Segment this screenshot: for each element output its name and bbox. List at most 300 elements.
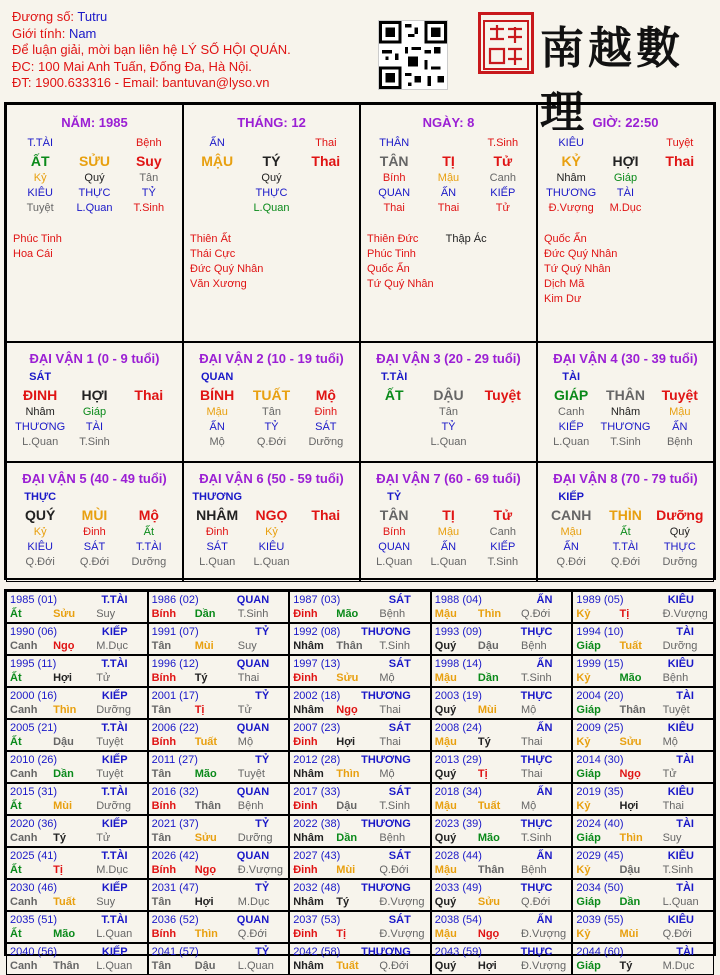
daivan-row-hidden xyxy=(190,525,353,540)
year-label: 2002 (18) xyxy=(293,690,341,702)
year-god: T.TÀI xyxy=(101,658,128,670)
daivan-row-main-cell: GIÁP xyxy=(554,387,589,403)
year-branch: Ngọ xyxy=(336,704,358,716)
year-line-1 xyxy=(293,593,427,607)
year-god: QUAN xyxy=(236,722,270,734)
pillar-row-god-cell: Bệnh xyxy=(135,137,162,149)
daivan-row-hidden-cell: Mậu xyxy=(206,406,228,418)
year-branch: Dần xyxy=(53,768,74,780)
year-stem: Tân xyxy=(151,896,172,908)
year-cell[interactable] xyxy=(572,655,714,687)
year-stem: Quý xyxy=(434,640,457,652)
year-line-1 xyxy=(152,721,286,735)
year-state: Tử xyxy=(662,768,677,780)
pillar-row-hidden-cell: Mậu xyxy=(437,172,460,184)
header xyxy=(12,9,291,92)
daivan-cell[interactable] xyxy=(537,342,714,462)
daivan-cell[interactable] xyxy=(183,462,360,582)
year-label: 2000 (16) xyxy=(10,690,58,702)
pillar-row-hidden-god-cell: THƯƠNG xyxy=(546,187,597,199)
pillar-row-state-cell: Tử xyxy=(495,202,510,214)
gender-label: Giới tính: xyxy=(12,25,69,41)
year-cell[interactable] xyxy=(572,911,714,943)
year-cell[interactable] xyxy=(289,847,431,879)
daivan-row-hidden-god-cell: KIÊU xyxy=(27,541,53,553)
year-cell[interactable] xyxy=(289,815,431,847)
year-state: Dưỡng xyxy=(96,800,131,812)
year-god: TỶ xyxy=(255,946,270,958)
daivan-row-state-cell: Q.Đới xyxy=(256,436,287,448)
daivan-god-cell xyxy=(299,490,353,505)
daivan-row-state-cell: T.Sinh xyxy=(610,436,641,448)
daivan-row-state-cell xyxy=(122,435,176,450)
year-branch: Tị xyxy=(194,704,205,716)
year-line-1 xyxy=(435,913,569,927)
year-label: 2033 (49) xyxy=(434,882,482,894)
daivan-god-cell xyxy=(598,370,652,385)
year-line-2 xyxy=(152,671,286,685)
year-line-1 xyxy=(293,721,427,735)
daivan-row-state-cell: L.Quan xyxy=(199,556,236,568)
red-seal xyxy=(478,12,534,74)
qr-code[interactable] xyxy=(378,20,448,90)
year-line-1 xyxy=(576,657,710,671)
daivan-cell[interactable] xyxy=(6,342,183,462)
pillar-row-hidden-god-cell: KIÊU xyxy=(27,187,53,199)
year-line-2 xyxy=(435,959,569,973)
year-label: 1994 (10) xyxy=(576,626,624,638)
year-line-1 xyxy=(576,913,710,927)
year-cell[interactable] xyxy=(572,943,714,975)
year-god: THƯƠNG xyxy=(361,946,411,958)
year-line-1 xyxy=(293,753,427,767)
pillar-row-hidden-god xyxy=(544,186,707,201)
year-cell[interactable] xyxy=(6,719,148,751)
year-cell[interactable] xyxy=(431,943,573,975)
year-cell[interactable] xyxy=(148,623,290,655)
year-branch: Sửu xyxy=(194,832,217,844)
year-state: Dưỡng xyxy=(96,704,131,716)
daivan-row-main xyxy=(544,505,707,525)
year-god: THỰC xyxy=(520,818,553,830)
year-cell[interactable] xyxy=(431,591,573,623)
year-label: 2010 (26) xyxy=(10,754,58,766)
contact-line: Để luận giải, mời bạn liên hệ LÝ SỐ HỘI QUÁN. xyxy=(12,42,291,58)
year-god: TÀI xyxy=(676,882,694,894)
pillar-row-hidden-cell xyxy=(653,171,707,186)
daivan-row-state-cell: T.Sinh xyxy=(79,436,110,448)
year-branch: Tị xyxy=(336,928,347,940)
pillar-row-hidden xyxy=(367,171,530,186)
pillar-row-state-cell xyxy=(299,201,353,216)
year-line-2 xyxy=(435,735,569,749)
star-item: Đức Quý Nhân xyxy=(544,248,618,260)
daivan-god-cell: T.TÀI xyxy=(381,371,408,383)
year-line-2 xyxy=(576,799,710,813)
year-stem: Mậu xyxy=(434,608,457,620)
year-god: TỶ xyxy=(255,882,270,894)
year-god: KIÊU xyxy=(667,786,694,798)
year-cell[interactable] xyxy=(289,943,431,975)
year-line-2 xyxy=(435,927,569,941)
star-item: Dịch Mã xyxy=(544,278,585,290)
year-label: 2019 (35) xyxy=(576,786,624,798)
pillar-row-hidden-cell: Quý xyxy=(261,172,282,184)
year-line-1 xyxy=(435,945,569,959)
year-branch: Tuất xyxy=(336,960,359,972)
year-cell[interactable] xyxy=(148,847,290,879)
year-state: L.Quan xyxy=(237,960,274,972)
daivan-row-main-cell: Thai xyxy=(311,507,341,523)
year-line-2 xyxy=(293,863,427,877)
daivan-cell[interactable] xyxy=(183,342,360,462)
year-line-1 xyxy=(293,689,427,703)
year-state: Suy xyxy=(662,832,682,844)
year-stem: Ất xyxy=(10,928,22,940)
year-cell[interactable] xyxy=(6,687,148,719)
pillar-row-main xyxy=(367,151,530,171)
daivan-row-hidden-cell: Đinh xyxy=(83,526,106,538)
year-label: 2029 (45) xyxy=(576,850,624,862)
year-stem: Canh xyxy=(10,768,38,780)
pillar-row-hidden-cell: Bính xyxy=(382,172,406,184)
year-cell[interactable] xyxy=(431,815,573,847)
daivan-row-state xyxy=(13,555,176,570)
year-label: 2020 (36) xyxy=(10,818,58,830)
year-god: KIẾP xyxy=(101,626,128,638)
year-cell[interactable] xyxy=(6,911,148,943)
pillar-row-hidden-god-cell xyxy=(190,186,244,201)
year-cell[interactable] xyxy=(431,879,573,911)
daivan-row-state-cell xyxy=(367,435,421,450)
year-line-1 xyxy=(435,657,569,671)
daivan-title: ĐẠI VẬN 8 (70 - 79 tuổi) xyxy=(553,471,698,486)
star-item: Quốc Ấn xyxy=(544,233,587,245)
year-cell[interactable] xyxy=(148,911,290,943)
pillar-cell xyxy=(537,104,714,342)
year-stem: Nhâm xyxy=(293,960,324,972)
daivan-row-hidden-god-cell: KIÊU xyxy=(258,541,285,553)
year-state: Thai xyxy=(520,768,543,780)
year-god: ẤN xyxy=(536,722,553,734)
year-cell[interactable] xyxy=(431,687,573,719)
year-cell[interactable] xyxy=(289,783,431,815)
year-label: 1993 (09) xyxy=(434,626,482,638)
pillar-title: GIỜ: 22:50 xyxy=(592,115,659,130)
year-god: THƯƠNG xyxy=(361,882,411,894)
year-stem: Canh xyxy=(10,960,38,972)
year-branch: Mùi xyxy=(53,800,73,812)
year-cell[interactable] xyxy=(431,655,573,687)
year-stem: Bính xyxy=(151,608,177,620)
year-branch: Hợi xyxy=(477,960,497,972)
stars-list xyxy=(190,232,263,292)
year-cell[interactable] xyxy=(572,783,714,815)
year-branch: Dậu xyxy=(194,960,216,972)
pillar-row-state xyxy=(544,201,707,216)
daivan-god-cell xyxy=(122,370,176,385)
daivan-row-hidden-cell: Tân xyxy=(262,406,281,418)
daivan-cell[interactable] xyxy=(360,342,537,462)
year-cell[interactable] xyxy=(572,847,714,879)
year-god: KIẾP xyxy=(101,946,128,958)
year-line-2 xyxy=(10,767,144,781)
year-state: Mộ xyxy=(379,768,395,780)
year-label: 2008 (24) xyxy=(434,722,482,734)
year-stem: Ất xyxy=(10,736,22,748)
year-branch: Thân xyxy=(194,800,221,812)
year-state: T.Sinh xyxy=(662,864,694,876)
year-cell[interactable] xyxy=(6,783,148,815)
daivan-row-state-cell: L.Quan xyxy=(430,436,467,448)
year-stem: Giáp xyxy=(576,960,601,972)
year-cell[interactable] xyxy=(572,687,714,719)
year-stem: Mậu xyxy=(434,736,457,748)
year-cell[interactable] xyxy=(289,655,431,687)
daivan-row-main-cell: QUÝ xyxy=(24,507,56,523)
year-line-2 xyxy=(10,607,144,621)
pillar-row-god-cell: THÂN xyxy=(379,137,410,149)
year-cell[interactable] xyxy=(148,783,290,815)
daivan-cell[interactable] xyxy=(6,462,183,582)
year-cell[interactable] xyxy=(289,879,431,911)
year-line-2 xyxy=(435,607,569,621)
daivan-row-hidden-cell: Tân xyxy=(439,406,458,418)
year-state: Bệnh xyxy=(379,832,406,844)
year-state: Tử xyxy=(96,672,111,684)
year-cell[interactable] xyxy=(148,815,290,847)
year-cell[interactable] xyxy=(431,911,573,943)
year-cell[interactable] xyxy=(572,623,714,655)
year-state: Đ.Vượng xyxy=(520,928,567,940)
year-branch: Ngọ xyxy=(194,864,217,876)
daivan-row-hidden-cell: Canh xyxy=(489,526,516,538)
year-cell[interactable] xyxy=(148,719,290,751)
pillar-title: THÁNG: 12 xyxy=(237,115,306,130)
year-stem: Canh xyxy=(10,704,38,716)
year-cell[interactable] xyxy=(6,879,148,911)
year-cell[interactable] xyxy=(6,655,148,687)
year-state: Q.Đới xyxy=(237,928,267,940)
year-stem: Đinh xyxy=(293,608,318,620)
year-cell[interactable] xyxy=(289,751,431,783)
year-cell[interactable] xyxy=(431,751,573,783)
year-branch: Thân xyxy=(477,864,505,876)
year-branch: Thìn xyxy=(194,928,218,940)
daivan-row-hidden-cell: Ất xyxy=(620,526,631,538)
year-line-2 xyxy=(435,767,569,781)
pillar-row-hidden xyxy=(544,171,707,186)
daivan-row-hidden-cell: Đinh xyxy=(205,526,229,538)
year-stem: Ất xyxy=(10,672,22,684)
year-cell[interactable] xyxy=(6,623,148,655)
pillar-row-hidden-god-cell: THỰC xyxy=(255,187,288,199)
year-cell[interactable] xyxy=(148,943,290,975)
year-cell[interactable] xyxy=(572,751,714,783)
year-cell[interactable] xyxy=(6,751,148,783)
year-stem: Đinh xyxy=(293,928,318,940)
year-state: Bệnh xyxy=(520,640,547,652)
pillar-row-god xyxy=(544,136,707,151)
year-cell[interactable] xyxy=(572,591,714,623)
daivan-row-hidden-god-cell xyxy=(476,420,530,435)
star-item: Tứ Quý Nhân xyxy=(367,278,434,290)
year-label: 2031 (47) xyxy=(151,882,199,894)
daivan-row-hidden-god-cell: QUAN xyxy=(378,541,411,553)
pillar-row-state-cell xyxy=(653,201,707,216)
year-branch: Sửu xyxy=(336,672,359,684)
year-cell[interactable] xyxy=(572,879,714,911)
year-cell[interactable] xyxy=(6,847,148,879)
year-label: 1989 (05) xyxy=(576,594,624,606)
pillar-row-main-cell: SỬU xyxy=(78,153,111,169)
year-cell[interactable] xyxy=(431,847,573,879)
year-stem: Canh xyxy=(10,640,38,652)
year-stem: Tân xyxy=(151,832,172,844)
year-cell[interactable] xyxy=(148,687,290,719)
pillar-body xyxy=(367,136,530,216)
year-line-1 xyxy=(435,849,569,863)
pillar-row-god-cell: T.TÀI xyxy=(27,137,53,149)
pillar-title: NĂM: 1985 xyxy=(61,115,128,130)
year-line-2 xyxy=(576,895,710,909)
daivan-row-main-cell: THÌN xyxy=(609,507,642,523)
year-god: SÁT xyxy=(388,914,411,926)
daivan-row-hidden xyxy=(190,405,353,420)
year-state: Thai xyxy=(379,736,401,748)
year-cell[interactable] xyxy=(148,655,290,687)
daivan-row-state-cell: Dưỡng xyxy=(308,436,344,448)
year-stem: Kỷ xyxy=(576,672,591,684)
year-cell[interactable] xyxy=(148,879,290,911)
year-stem: Kỷ xyxy=(576,928,591,940)
year-stem: Giáp xyxy=(576,768,601,780)
year-god: TÀI xyxy=(676,690,694,702)
daivan-row-main xyxy=(544,385,707,405)
daivan-row-state-cell: L.Quan xyxy=(553,436,590,448)
daivan-row-hidden-god-cell: TỶ xyxy=(264,421,279,433)
year-label: 2013 (29) xyxy=(434,754,482,766)
daivan-row-main-cell: TÂN xyxy=(379,507,409,523)
year-stem: Bính xyxy=(151,864,177,876)
pillar-row-hidden-god-cell: TỶ xyxy=(141,187,156,199)
year-label: 2003 (19) xyxy=(434,690,482,702)
year-line-1 xyxy=(435,593,569,607)
daivan-cell[interactable] xyxy=(360,462,537,582)
year-label: 2001 (17) xyxy=(151,690,199,702)
year-line-1 xyxy=(10,817,144,831)
year-line-1 xyxy=(293,657,427,671)
year-god: KIẾP xyxy=(101,818,128,830)
year-label: 2034 (50) xyxy=(576,882,624,894)
daivan-god-cell xyxy=(653,490,707,505)
year-branch: Tý xyxy=(477,736,491,748)
pillar-row-hidden-god-cell: ẤN xyxy=(440,187,457,199)
daivan-row-hidden-god-cell: ẤN xyxy=(672,421,688,433)
year-line-2 xyxy=(576,639,710,653)
year-stem: Đinh xyxy=(293,864,318,876)
year-line-1 xyxy=(152,593,286,607)
year-cell[interactable] xyxy=(289,591,431,623)
year-line-1 xyxy=(10,593,144,607)
year-cell[interactable] xyxy=(572,719,714,751)
year-line-1 xyxy=(293,625,427,639)
year-stem: Bính xyxy=(151,928,177,940)
year-cell[interactable] xyxy=(6,815,148,847)
year-line-2 xyxy=(293,799,427,813)
pillar-row-god xyxy=(13,136,176,151)
year-cell[interactable] xyxy=(148,751,290,783)
year-branch: Tị xyxy=(619,608,630,620)
year-line-1 xyxy=(293,785,427,799)
year-line-2 xyxy=(152,639,286,653)
year-label: 2018 (34) xyxy=(434,786,482,798)
daivan-row-state xyxy=(544,555,707,570)
year-cell[interactable] xyxy=(6,591,148,623)
year-branch: Dậu xyxy=(336,800,358,812)
year-cell[interactable] xyxy=(572,815,714,847)
daivan-row-state-cell: Dưỡng xyxy=(131,556,167,568)
pillar-row-state xyxy=(13,201,176,216)
pillar-row-hidden-cell xyxy=(299,171,353,186)
daivan-row-hidden-god-cell: TỶ xyxy=(441,421,456,433)
year-line-2 xyxy=(435,895,569,909)
year-label: 2030 (46) xyxy=(10,882,58,894)
pillar-row-hidden-cell: Nhâm xyxy=(556,172,586,184)
year-branch: Hợi xyxy=(194,896,214,908)
daivan-god-cell xyxy=(244,490,298,505)
daivan-god xyxy=(13,490,176,505)
pillar-row-main-cell: Thai xyxy=(311,153,341,169)
pillar-row-god-cell xyxy=(244,136,298,151)
year-cell[interactable] xyxy=(289,687,431,719)
daivan-row-state-cell: Q.Đới xyxy=(79,556,110,568)
year-cell[interactable] xyxy=(289,719,431,751)
year-cell[interactable] xyxy=(289,623,431,655)
year-cell[interactable] xyxy=(431,783,573,815)
year-branch: Thân xyxy=(619,704,646,716)
year-line-1 xyxy=(152,817,286,831)
pillar-row-hidden xyxy=(13,171,176,186)
year-stem: Đinh xyxy=(293,736,318,748)
year-line-2 xyxy=(152,735,286,749)
daivan-cell[interactable] xyxy=(537,462,714,582)
year-stem: Giáp xyxy=(576,896,601,908)
daivan-god-cell xyxy=(299,370,353,385)
daivan-row-hidden-god xyxy=(190,540,353,555)
year-cell[interactable] xyxy=(6,943,148,975)
year-state: Tử xyxy=(237,704,252,716)
pillar-row-god-cell: Thai xyxy=(315,137,337,149)
year-cell[interactable] xyxy=(289,911,431,943)
year-branch: Thìn xyxy=(477,608,502,620)
daivan-row-state xyxy=(190,435,353,450)
year-label: 2039 (55) xyxy=(576,914,624,926)
year-god: SÁT xyxy=(388,722,411,734)
year-line-1 xyxy=(152,625,286,639)
pillar-stars xyxy=(190,232,353,292)
pillar-row-god-cell: KIÊU xyxy=(558,137,584,149)
year-state: Tuyệt xyxy=(237,768,265,780)
year-stem: Mậu xyxy=(434,800,457,812)
year-cell[interactable] xyxy=(431,623,573,655)
daivan-god xyxy=(544,370,707,385)
year-cell[interactable] xyxy=(148,591,290,623)
year-stem: Nhâm xyxy=(293,768,324,780)
year-cell[interactable] xyxy=(431,719,573,751)
year-line-1 xyxy=(576,753,710,767)
pillar-row-state xyxy=(367,201,530,216)
